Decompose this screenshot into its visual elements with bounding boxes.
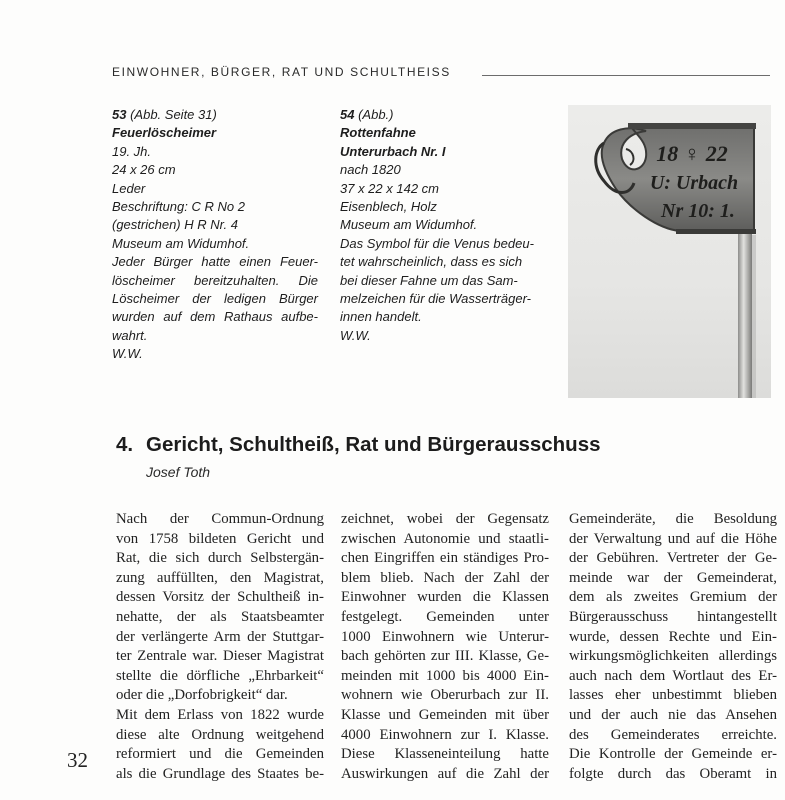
flag-illustration: [568, 105, 771, 398]
entry-line: Museum am Widumhof.: [112, 235, 250, 251]
flag-top-bar: [628, 123, 756, 129]
section-heading: [116, 433, 601, 457]
body-line: reformiert und die Gemeinden: [116, 746, 324, 763]
body-line: der verlängerte Arm der Stuttgar-: [116, 628, 324, 645]
body-line: des Gemeinderates erreichte.: [569, 726, 777, 743]
body-line: chen Eingriffen ein ständiges Pro-: [341, 550, 549, 567]
flag-photo: [568, 105, 771, 398]
entry-line: Jeder Bürger hatte einen Feuer-: [112, 254, 318, 270]
body-line: blem blieb. Nach der Zahl der: [341, 569, 549, 586]
body-line: Gemeinderäte, die Besoldung: [569, 511, 777, 527]
entry-line: wahrt.: [112, 327, 148, 343]
entry-title: Rottenfahne: [340, 125, 416, 141]
flag-text-number: Nr 10: 1.: [661, 200, 735, 222]
body-line: stellte die dörfliche „Ehrbarkeit“: [116, 667, 324, 684]
body-line: dem als zweites Gremium der: [569, 589, 777, 606]
body-line: folgte durch das Oberamt in: [569, 765, 777, 782]
entry-line: Löscheimer der ledigen Bürger: [112, 291, 318, 307]
entry-line: 19. Jh.: [112, 143, 152, 159]
body-line: zung auffüllten, den Magistrat,: [116, 569, 324, 586]
body-line: 1000 Einwohnern wie Unterur-: [341, 628, 549, 645]
body-line: der Gebühren. Vertreter der Ge-: [569, 550, 777, 567]
entry-line: 37 x 22 x 142 cm: [340, 180, 439, 196]
entry-line: tet wahrscheinlich, dass es sich: [340, 254, 523, 270]
body-line: wohnern wie Oberurbach zur II.: [341, 687, 549, 704]
flag-text-place: U: Urbach: [649, 172, 739, 194]
body-line: meinden mit 1000 bis 4000 Ein-: [341, 667, 549, 684]
running-head-rule: [482, 75, 770, 76]
body-line: Auswirkungen auf die Zahl der: [341, 765, 549, 782]
page-number: 32: [67, 748, 88, 772]
body-line: diese alte Ordnung weitgehend: [116, 726, 324, 743]
body-line: Mit dem Erlass von 1822 wurde: [116, 706, 324, 723]
body-line: bach gehörten zur III. Klasse, Ge-: [341, 648, 549, 665]
entry-number: 54: [340, 107, 355, 122]
entry-line: W.W.: [112, 346, 143, 362]
entry-figure-ref: (Abb. Seite 31): [130, 107, 217, 122]
body-column-3: [569, 510, 777, 784]
entry-subtitle: Unterurbach Nr. I: [340, 143, 446, 159]
entry-line: 24 x 26 cm: [112, 162, 176, 178]
section-author: Josef Toth: [146, 464, 211, 480]
body-line: und der auch nie das Ansehen: [569, 706, 777, 723]
body-line: auch nach dem Wortlaut des Er-: [569, 667, 777, 684]
body-line: oder die „Dorfobrigkeit“ dar.: [116, 687, 288, 704]
entry-number: 53: [112, 107, 127, 122]
body-line: Die Kontrolle der Gemeinde er-: [569, 746, 777, 763]
body-line: lasses eher unbestimmt blieben: [569, 687, 777, 704]
body-line: wirkungsmöglichkeiten allerdings: [569, 648, 777, 665]
body-line: ter Zentrale war. Dieser Magistrat: [116, 648, 324, 665]
scroll-inner-curl: [626, 149, 633, 165]
entry-figure-ref: (Abb.): [358, 107, 394, 122]
entry-line: Eisenblech, Holz: [340, 199, 437, 215]
running-head: EINWOHNER, BÜRGER, RAT UND SCHULTHEISS: [112, 65, 451, 79]
entry-line: löscheimer bereitzuhalten. Die: [112, 272, 318, 288]
body-line: der Verwaltung und auf die Höhe: [569, 530, 777, 547]
body-line: Rat, die sich durch Selbstergän-: [116, 550, 324, 567]
body-line: dessen Vorsitz der Schultheiß in-: [116, 589, 324, 606]
section-title: Gericht, Schultheiß, Rat und Bürgerausschuss: [146, 433, 601, 456]
entry-line: wurden auf dem Rathaus aufbe-: [112, 309, 318, 325]
entry-line: bei dieser Fahne um das Sam-: [340, 272, 518, 288]
body-column-2: [341, 510, 549, 784]
body-line: von 1758 bildeten Gericht und: [116, 530, 324, 547]
entry-number-line: [112, 106, 318, 124]
entry-title: Feuerlöscheimer: [112, 125, 217, 141]
body-line: Diese Klasseneinteilung hatte: [341, 746, 549, 763]
entry-line: melzeichen für die Wasserträger-: [340, 291, 531, 307]
body-line: zwischen Autonomie und staatli-: [341, 530, 549, 547]
body-line: Bürgerausschuss hintangestellt: [569, 608, 777, 625]
body-line: meinde war der Gemeinderat,: [569, 569, 777, 586]
body-line: Klasse und Gemeinden mit über: [341, 706, 549, 723]
body-line: wurde, dessen Rechte und Ein-: [569, 628, 777, 645]
body-line: nehatte, der als Staatsbeamter: [116, 608, 324, 625]
entry-line: innen handelt.: [340, 309, 422, 325]
body-line: 4000 Einwohnern zur I. Klasse.: [341, 726, 549, 743]
entry-number-line: [340, 106, 550, 124]
pole-shadow: [752, 235, 756, 398]
entry-line: Beschriftung: C R No 2: [112, 199, 245, 215]
catalog-entry-53: [112, 106, 318, 364]
section-number: 4.: [116, 433, 134, 456]
body-line: als die Grundlage des Staates be-: [116, 765, 324, 782]
body-line: Einwohner wurden die Klassen: [341, 589, 549, 606]
entry-line: Museum am Widumhof.: [340, 217, 478, 233]
body-line: festgelegt. Gemeinden unter: [341, 608, 549, 625]
entry-line: nach 1820: [340, 162, 401, 178]
entry-line: (gestrichen) H R Nr. 4: [112, 217, 238, 233]
flag-text-year: 18 ♀ 22: [656, 141, 728, 166]
catalog-entry-54: [340, 106, 550, 345]
body-line: Nach der Commun-Ordnung: [116, 511, 324, 527]
body-line: zeichnet, wobei der Gegensatz: [341, 511, 549, 527]
entry-line: W.W.: [340, 327, 371, 343]
body-column-1: [116, 510, 324, 784]
entry-line: Das Symbol für die Venus bedeu-: [340, 235, 534, 251]
entry-line: Leder: [112, 180, 146, 196]
flag-bottom-bar: [676, 229, 756, 234]
